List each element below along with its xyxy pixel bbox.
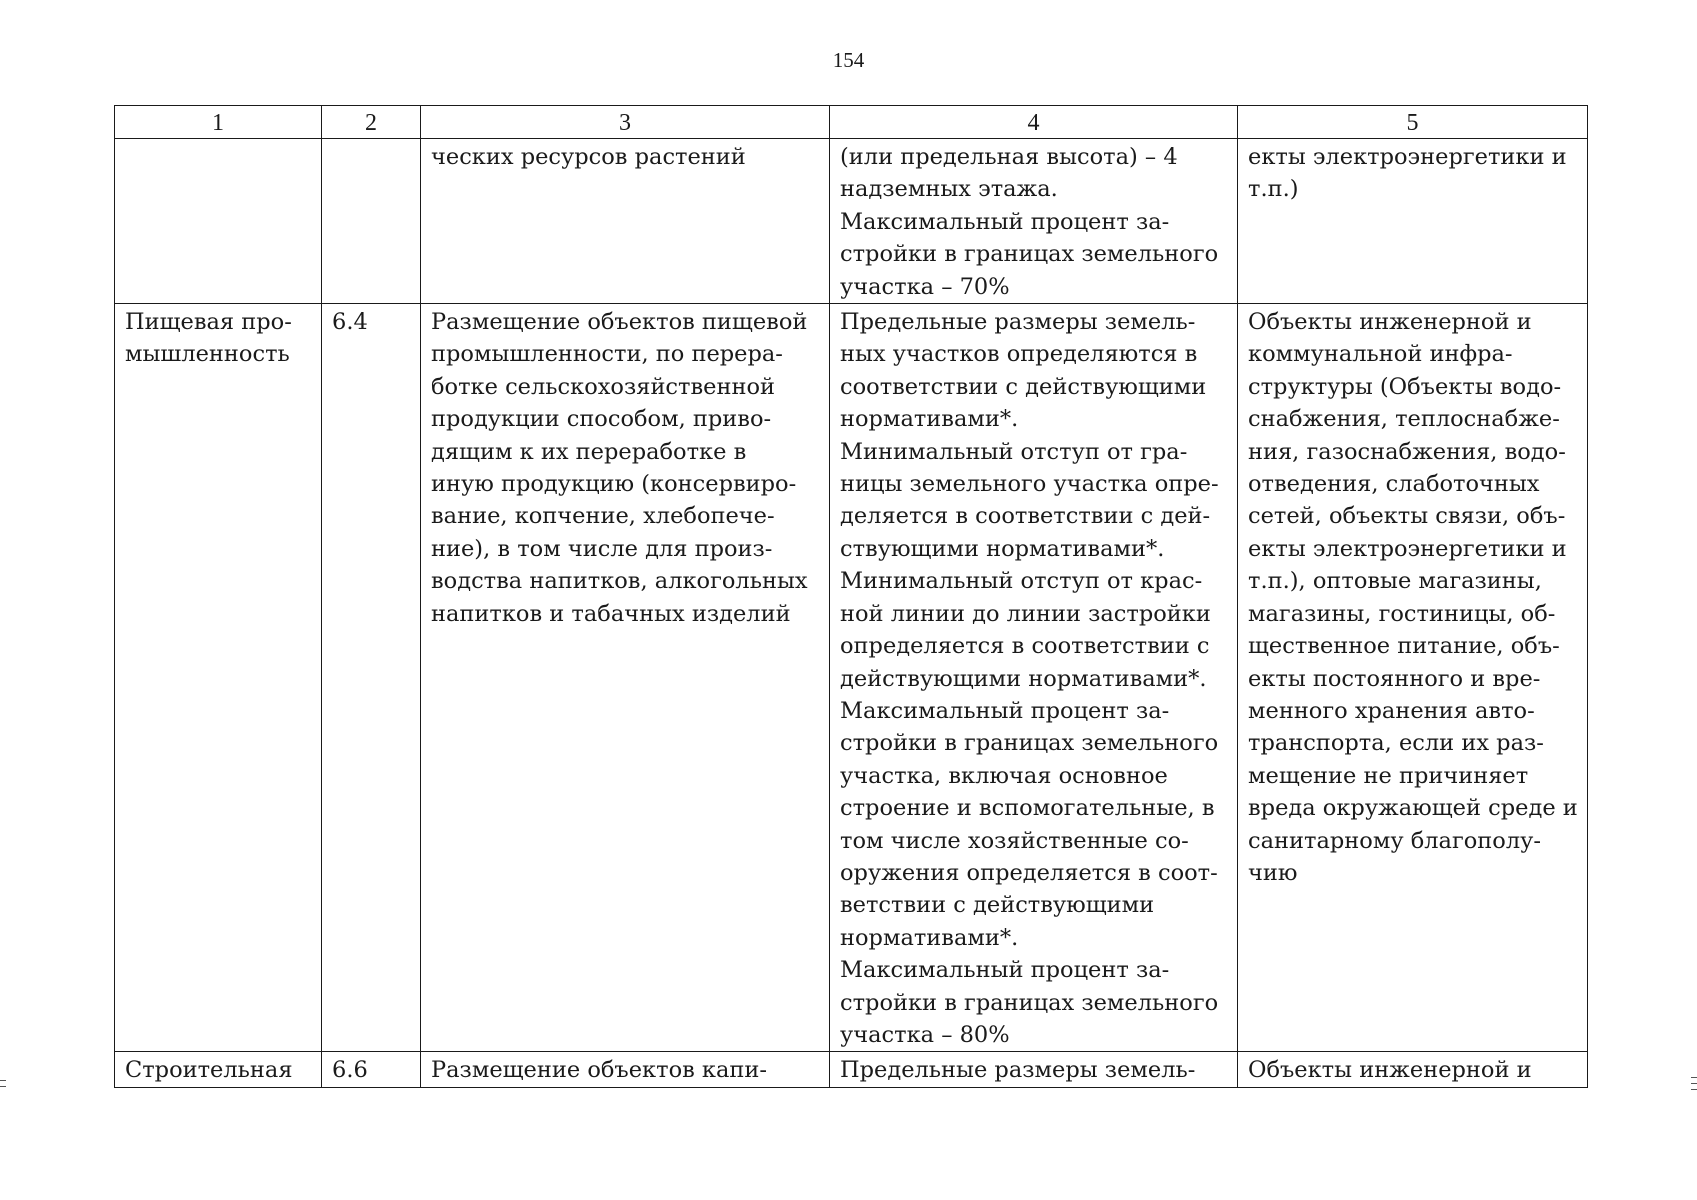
text-line: стройки в границах земельного [840,730,1219,757]
right-margin-mark [1691,1083,1697,1084]
page-number: 154 [832,48,865,72]
use-code-cell [322,139,421,304]
text-line: магазины, гостиницы, об- [1248,600,1556,627]
text-line: ветствии с действующими [840,892,1155,919]
text-line: промышленности, по перера- [431,341,783,368]
use-name-cell [115,1052,322,1087]
header-col-2: 2 [322,106,421,139]
left-margin-mark [0,1080,6,1081]
text-line: вание, копчение, хлебопече- [431,503,775,530]
text-line: Предельные размеры земель- [840,309,1196,336]
text-line: транспорта, если их раз- [1248,730,1544,757]
text-line: оружения определяется в соот- [840,859,1218,886]
header-col-3: 3 [421,106,830,139]
text-line: Предельные размеры земель- [840,1057,1196,1084]
text-line: соответствии с действующими [840,373,1207,400]
use-name-cell [115,139,322,304]
text-line: ницы земельного участка опре- [840,471,1219,498]
text-line: нормативами*. [840,406,1019,433]
text-line: участка, включая основное [840,762,1168,789]
auxiliary-uses-cell [1238,304,1588,1052]
text-line: Объекты инженерной и [1248,309,1532,336]
text-line: ствующими нормативами*. [840,535,1165,562]
text-line: т.п.), оптовые магазины, [1248,568,1542,595]
table-row [115,1052,1588,1087]
parameters-cell [830,304,1238,1052]
right-margin-mark [1691,1077,1697,1078]
use-name-cell [115,304,322,1052]
text-line: ных участков определяются в [840,341,1198,368]
text-line: Пищевая про- [125,309,292,336]
use-code-cell: 6.4 [322,304,421,1052]
text-line: том числе хозяйственные со- [840,827,1189,854]
text-line: участка – 80% [840,1021,1010,1048]
text-line: т.п.) [1248,176,1299,203]
text-line: деляется в соответствии с дей- [840,503,1211,530]
text-line: мещение не причиняет [1248,762,1529,789]
text-line: Минимальный отступ от крас- [840,568,1203,595]
text-line: действующими нормативами*. [840,665,1207,692]
use-description-cell [421,139,830,304]
text-line: Объекты инженерной и [1248,1057,1532,1084]
text-line: дящим к их переработке в [431,438,747,465]
text-line: нормативами*. [840,924,1019,951]
text-line: ния, газоснабжения, водо- [1248,438,1566,465]
land-use-table [114,105,1588,1088]
text-line: (или предельная высота) – 4 [840,144,1178,170]
text-line: ние), в том числе для произ- [431,535,773,562]
text-line: менного хранения авто- [1248,697,1535,724]
text-line: чию [1248,859,1298,886]
parameters-cell [830,1052,1238,1087]
text-line: водства напитков, алкогольных [431,568,808,595]
text-line: вреда окружающей среде и [1248,795,1578,822]
text-line: снабжения, теплоснабже- [1248,406,1560,433]
text-line: отведения, слаботочных [1248,471,1540,498]
header-col-4: 4 [830,106,1238,139]
text-line: санитарному благополу- [1248,827,1541,854]
text-line: ботке сельскохозяйственной [431,373,776,400]
right-margin-mark [1691,1089,1697,1090]
text-line: участка – 70% [840,273,1010,300]
text-line: сетей, объекты связи, объ- [1248,503,1566,530]
text-line: екты постоянного и вре- [1248,665,1541,692]
text-line: ной линии до линии застройки [840,600,1211,627]
text-line: Строительная [125,1057,293,1084]
left-margin-mark [0,1086,6,1087]
use-code-cell: 6.6 [322,1052,421,1087]
auxiliary-uses-cell [1238,139,1588,304]
text-line: определяется в соответствии с [840,633,1210,660]
table-row [115,139,1588,304]
text-line: Максимальный процент за- [840,957,1170,984]
text-line: надземных этажа. [840,176,1058,203]
text-line: продукции способом, приво- [431,406,772,433]
table-row [115,304,1588,1052]
text-line: стройки в границах земельного [840,241,1219,268]
text-line: Размещение объектов пищевой [431,309,808,336]
text-line: иную продукцию (консервиро- [431,471,797,498]
text-line: мышленность [125,341,290,368]
header-col-5: 5 [1238,106,1588,139]
use-description-cell [421,304,830,1052]
parameters-cell [830,139,1238,304]
use-description-cell [421,1052,830,1087]
text-line: коммунальной инфра- [1248,341,1513,368]
text-line: Минимальный отступ от гра- [840,438,1188,465]
header-col-1: 1 [115,106,322,139]
table-header-row [115,106,1588,139]
text-line: Максимальный процент за- [840,697,1170,724]
text-line: щественное питание, объ- [1248,633,1560,660]
text-line: екты электроэнергетики и [1248,535,1567,562]
text-line: стройки в границах земельного [840,989,1219,1016]
text-line: Размещение объектов капи- [431,1057,768,1084]
auxiliary-uses-cell [1238,1052,1588,1087]
text-line: напитков и табачных изделий [431,600,791,627]
text-line: екты электроэнергетики и [1248,144,1567,170]
text-line: структуры (Объекты водо- [1248,373,1562,400]
text-line: ческих ресурсов растений [431,144,746,170]
text-line: строение и вспомогательные, в [840,795,1215,822]
text-line: Максимальный процент за- [840,208,1170,235]
